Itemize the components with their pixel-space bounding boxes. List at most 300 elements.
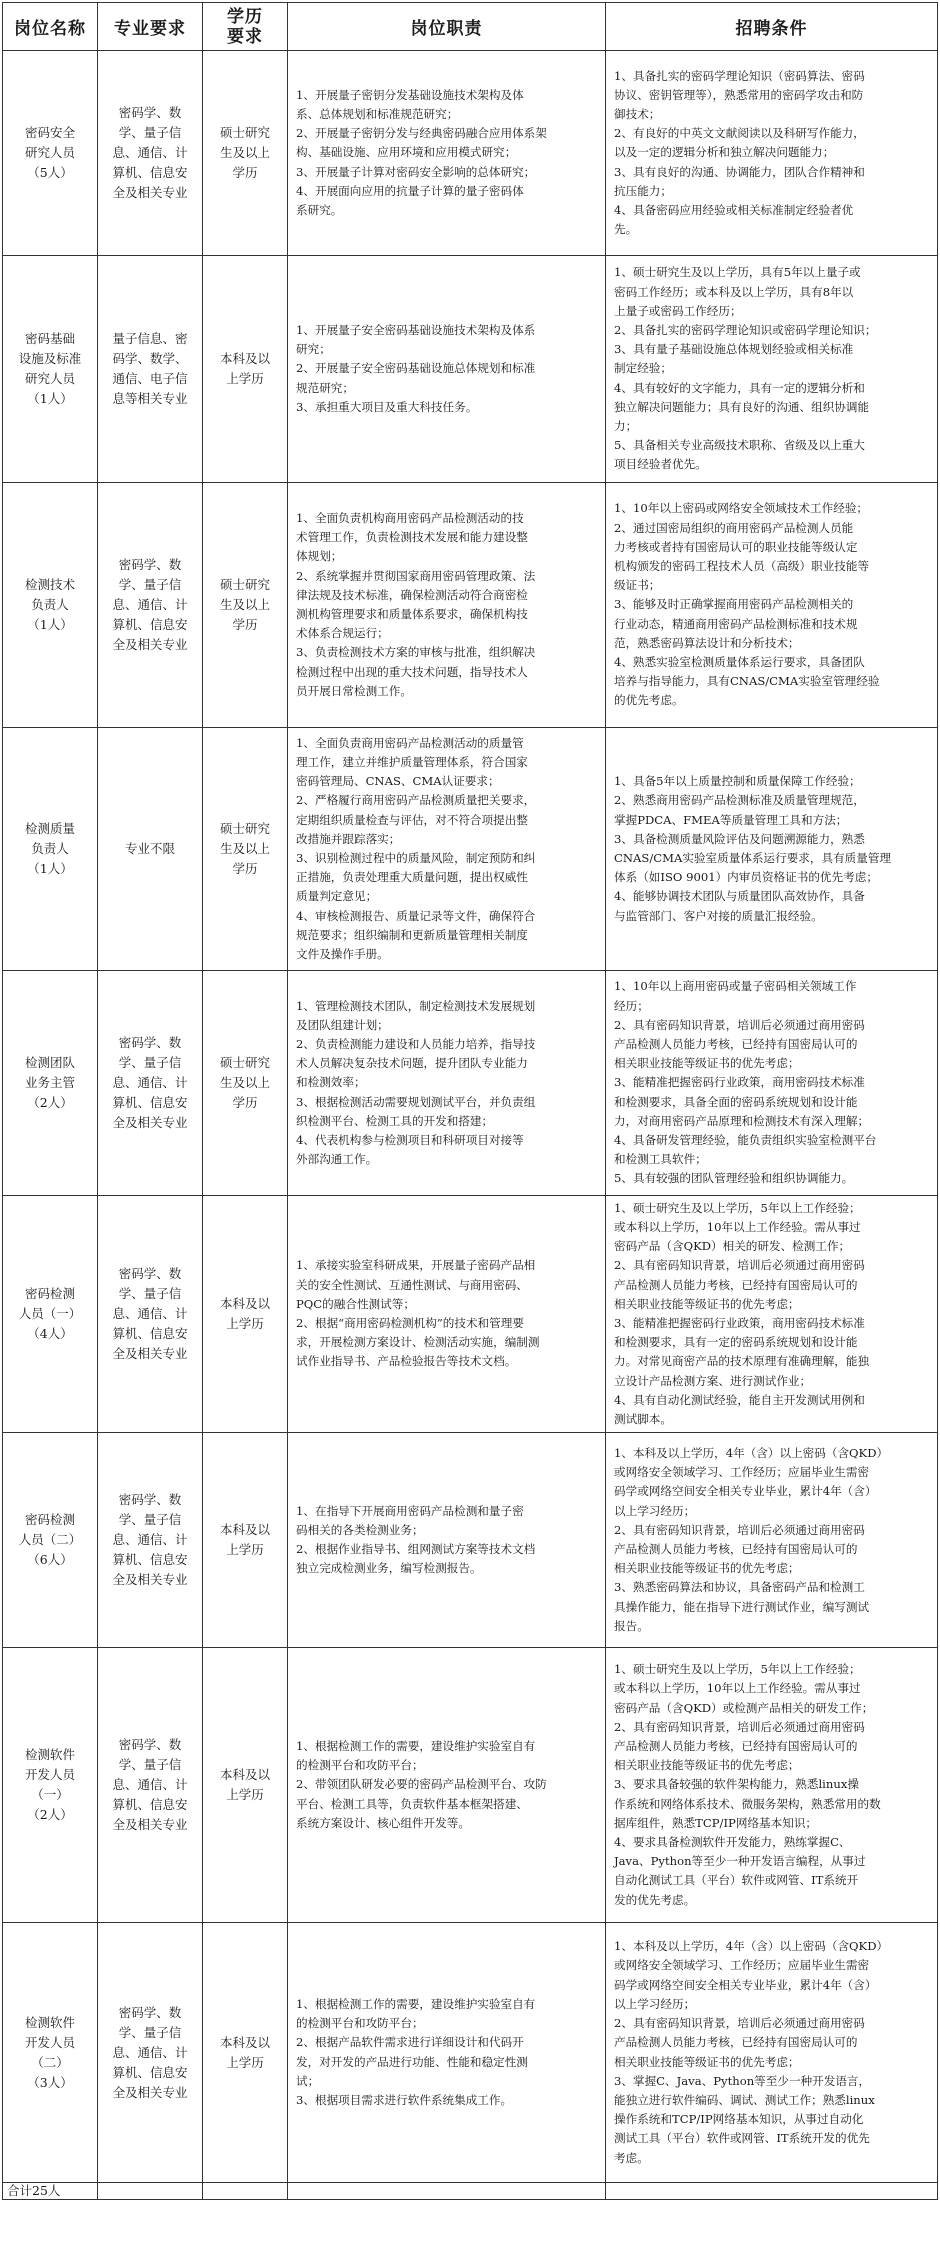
cell-text-line: 算机、信息安 [112, 165, 188, 180]
cell-text-line: 操作系统和TCP/IP网络基本知识，从事过自动化 [614, 2112, 864, 2127]
cell-text-line: 4、要求具备检测软件开发能力，熟练掌握C、 [614, 1835, 851, 1849]
cell-text-line: 能独立进行软件编码、调试、测试工作；熟悉linux [614, 2092, 875, 2107]
cell-text-line: 上学历 [226, 1787, 264, 1802]
cell-text-line: 硕士研究 [219, 821, 270, 836]
cell-text-line: 检测团队 [24, 1055, 75, 1070]
position-name-cell [3, 51, 98, 256]
cell-text-line: PQC的融合性测试等； [296, 1296, 415, 1311]
cell-text-line: 考虑。 [614, 2150, 649, 2165]
cell-text-line: 平台、检测工具等，负责软件基本框架搭建、 [296, 1796, 528, 1811]
cell-text-line: 产品检测人员能力考核，已经持有国密局认可的 [614, 2035, 858, 2050]
cell-text-line: 密码产品（含QKD）或检测产品相关的研发工作； [614, 1700, 874, 1715]
cell-text-line: 3、根据项目需求进行软件系统集成工作。 [296, 2092, 513, 2107]
cell-text-line: 定期组织质量检查与评估，对不符合项提出整 [296, 812, 528, 827]
cell-text-line: 独立解决问题能力；具有良好的沟通、组织协调能 [614, 399, 870, 414]
cell-text-line: 或网络安全领域学习、工作经历；应届毕业生需密 [614, 1958, 870, 1973]
cell-text-line: 产品检测人员能力考核，已经持有国密局认可的 [614, 1036, 858, 1051]
cell-text-line: 规范要求；组织编制和更新质量管理相关制度 [296, 927, 528, 942]
cell-text-line: 生及以上 [219, 145, 270, 160]
requirements-cell [606, 51, 938, 256]
cell-text-line: 息、通信、计 [112, 1777, 188, 1792]
requirements-cell [606, 256, 938, 483]
table-row [3, 1433, 938, 1648]
cell-text-line: 质量判定意见； [296, 889, 378, 904]
cell-text-line: 码学或网络空间安全相关专业毕业，累计4年（含） [614, 1977, 877, 1992]
cell-text-line: 1、全面负责机构商用密码产品检测活动的技 [296, 510, 524, 525]
cell-text-line: 码学或网络空间安全相关专业毕业，累计4年（含） [614, 1484, 877, 1499]
cell-text-line: 试； [296, 2073, 320, 2088]
cell-text-line: 学历 [232, 1095, 258, 1110]
cell-text-line: 业务主管 [24, 1075, 75, 1090]
table-body [3, 51, 938, 2200]
cell-text-line: 律法规及技术标准，确保检测活动符合商密检 [296, 587, 528, 602]
cell-text-line: 及团队组建计划； [296, 1017, 389, 1032]
position-name-cell [3, 1433, 98, 1648]
cell-text-line: 5、具备相关专业高级技术职称、省级及以上重大 [614, 438, 865, 453]
cell-text-line: 以上学习经历； [614, 1996, 696, 2011]
cell-text-line: 2、通过国密局组织的商用密码产品检测人员能 [614, 520, 854, 535]
cell-text-line: 力考核或者持有国密局认可的职业技能等级认定 [614, 539, 858, 554]
table-row [3, 256, 938, 483]
cell-text-line: Java、Python等至少一种开发语言编程，从事过 [614, 1854, 866, 1869]
cell-text-line: 机构颁发的密码工程技术人员（高级）职业技能等 [614, 558, 870, 573]
cell-text-line: 求，开展检测方案设计、检测活动实施，编制测 [296, 1335, 540, 1350]
cell-text-line: 发，对开发的产品进行功能、性能和稳定性测 [296, 2054, 528, 2069]
cell-text-line: 3、具备检测质量风险评估及问题溯源能力，熟悉 [614, 831, 865, 846]
cell-text-line: 学、量子信 [118, 577, 182, 592]
cell-text-line: 学、量子信 [118, 125, 182, 140]
cell-text-line: 密码管理局、CNAS、CMA认证要求； [296, 774, 500, 789]
cell-text-line: 2、具有密码知识背景，培训后必须通过商用密码 [614, 1522, 865, 1537]
cell-text-line: 密码检测 [24, 1286, 75, 1301]
cell-text-line: 2、根据作业指导书、组网测试方案等技术文档 [296, 1542, 536, 1556]
cell-text-line: 相关职业技能等级证书的优先考虑； [614, 1056, 800, 1071]
cell-text-line: 以上学习经历； [614, 1503, 696, 1518]
cell-text-line: 构、基础设施、应用环境和应用模式研究； [296, 145, 517, 160]
cell-text-line: 以及一定的逻辑分析和独立解决问题能力； [614, 145, 835, 160]
cell-text-line: 密码学、数 [118, 557, 182, 572]
cell-text-line: 文件及操作手册。 [296, 947, 389, 962]
cell-text-line: 相关职业技能等级证书的优先考虑； [614, 2054, 800, 2069]
cell-text-line: 4、熟悉实验室检测质量体系运行要求，具备团队 [614, 655, 865, 669]
cell-text-line: 3、能精准把握密码行业政策，商用密码技术标准 [614, 1316, 865, 1330]
cell-text-line: 3、开展量子计算对密码安全影响的总体研究； [296, 164, 536, 179]
cell-text-line: （1人） [27, 617, 73, 632]
total-empty-cell [288, 2183, 606, 2200]
cell-text-line: （2人） [27, 1807, 73, 1822]
cell-text-line: 全及相关专业 [112, 1572, 188, 1587]
cell-text-line: 量子信息、密 [112, 331, 188, 346]
cell-text-line: 系研究。 [296, 203, 343, 217]
cell-text-line: 相关职业技能等级证书的优先考虑； [614, 1561, 800, 1576]
requirements-cell [606, 1196, 938, 1433]
cell-text-line: 和检测效率； [296, 1075, 366, 1090]
position-name-cell [3, 1196, 98, 1433]
cell-text-line: 息、通信、计 [112, 145, 188, 160]
cell-text-line: 3、负责检测技术方案的审核与批准，组织解决 [296, 645, 536, 660]
cell-text-line: 和检测要求，具备全面的密码系统规划和设计能 [614, 1094, 858, 1109]
cell-text-line: 1、10年以上密码或网络安全领域技术工作经验； [614, 501, 869, 516]
cell-text-line: 息等相关专业 [112, 391, 188, 406]
cell-text-line: 范，熟悉密码算法设计和分析技术； [614, 635, 800, 650]
cell-text-line: 与监管部门、客户对接的质量汇报经验。 [614, 908, 823, 923]
education-cell [203, 1196, 288, 1433]
cell-text-line: 学历 [232, 861, 258, 876]
cell-text-line: 1、管理检测技术团队，制定检测技术发展规划 [296, 998, 536, 1013]
cell-text-line: 学、量子信 [118, 1055, 182, 1070]
cell-text-line: 织检测平台、检测工具的开发和搭建； [296, 1113, 494, 1128]
cell-text-line: 的优先考虑。 [614, 693, 684, 708]
cell-text-line: 生及以上 [219, 597, 270, 612]
cell-text-line: 本科及以 [219, 1522, 270, 1537]
cell-text-line: 全及相关专业 [112, 1346, 188, 1361]
cell-text-line: 密码学、数 [118, 105, 182, 120]
cell-text-line: 试作业指导书、产品检验报告等技术文档。 [296, 1354, 517, 1369]
table-row [3, 1196, 938, 1433]
duties-cell [288, 1433, 606, 1648]
cell-text-line: 关的安全性测试、互通性测试、与商用密码、 [296, 1277, 528, 1292]
education-cell [203, 1433, 288, 1648]
cell-text-line: 算机、信息安 [112, 1797, 188, 1812]
cell-text-line: 学历 [232, 165, 258, 180]
cell-text-line: 和检测工具软件； [614, 1152, 707, 1167]
cell-text-line: 2、具有密码知识背景，培训后必须通过商用密码 [614, 1017, 865, 1032]
cell-text-line: 学、量子信 [118, 1757, 182, 1772]
cell-text-line: 测试脚本。 [614, 1412, 672, 1427]
position-name-cell [3, 1923, 98, 2183]
cell-text-line: 2、带领团队研发必要的密码产品检测平台、攻防 [296, 1777, 547, 1792]
cell-text-line: 2、开展量子密钥分发与经典密码融合应用体系架 [296, 126, 547, 141]
education-cell [203, 256, 288, 483]
cell-text-line: 硕士研究 [219, 577, 270, 592]
cell-text-line: 1、硕士研究生及以上学历，5年以上工作经验； [614, 1200, 861, 1215]
cell-text-line: 3、承担重大项目及重大科技任务。 [296, 399, 478, 414]
cell-text-line: （6人） [27, 1552, 73, 1567]
cell-text-line: 全及相关专业 [112, 1115, 188, 1130]
cell-text-line: 硕士研究 [219, 1055, 270, 1070]
cell-text-line: 全及相关专业 [112, 185, 188, 200]
cell-text-line: 算机、信息安 [112, 617, 188, 632]
cell-text-line: 立设计产品检测方案、进行测试作业； [614, 1373, 812, 1388]
cell-text-line: 测试工具（平台）软件或网管、IT系统开发的优先 [614, 2131, 870, 2146]
cell-text-line: 人员（一） [18, 1306, 82, 1321]
cell-text-line: 报告。 [614, 1618, 649, 1633]
total-empty-cell [606, 2183, 938, 2200]
cell-text-line: 开发人员 [24, 2034, 75, 2050]
cell-text-line: 专业不限 [124, 841, 175, 856]
cell-text-line: 2、具备扎实的密码学理论知识或密码学理论知识； [614, 322, 877, 337]
cell-text-line: 员开展日常检测工作。 [296, 683, 412, 698]
header-education-line1: 学历 [227, 6, 263, 27]
cell-text-line: 1、具备扎实的密码学理论知识（密码算法、密码 [614, 68, 865, 83]
major-cell [98, 728, 203, 971]
position-name-cell [3, 1648, 98, 1923]
cell-text-line: 4、能够协调技术团队与质量团队高效协作，具备 [614, 889, 865, 904]
table-row [3, 483, 938, 728]
cell-text-line: 术人员解决复杂技术问题，提升团队专业能力 [296, 1056, 528, 1071]
cell-text-line: （4人） [27, 1326, 73, 1341]
cell-text-line: 1、根据检测工作的需要，建设维护实验室自有 [296, 1996, 536, 2011]
cell-text-line: 设施及标准 [18, 351, 82, 366]
cell-text-line: 作系统和网络体系技术、微服务架构，熟悉常用的数 [614, 1796, 881, 1811]
duties-cell [288, 256, 606, 483]
major-cell [98, 1648, 203, 1923]
duties-cell [288, 51, 606, 256]
cell-text-line: 相关职业技能等级证书的优先考虑； [614, 1296, 800, 1311]
cell-text-line: 1、全面负责商用密码产品检测活动的质量管 [296, 735, 524, 750]
cell-text-line: 本科及以 [219, 1296, 270, 1311]
cell-text-line: 或本科以上学历，10年以上工作经验。需从事过 [614, 1681, 861, 1696]
cell-text-line: 3、能精准把握密码行业政策，商用密码技术标准 [614, 1075, 865, 1090]
requirements-cell [606, 483, 938, 728]
cell-text-line: 1、开展量子安全密码基础设施技术架构及体系 [296, 322, 536, 337]
cell-text-line: （1人） [27, 861, 73, 876]
cell-text-line: （2人） [27, 1095, 73, 1110]
table-header-row [3, 3, 938, 51]
cell-text-line: 1、本科及以上学历，4年（含）以上密码（含QKD） [614, 1939, 889, 1954]
cell-text-line: 研究； [296, 342, 331, 357]
cell-text-line: 1、在指导下开展商用密码产品检测和量子密 [296, 1503, 524, 1518]
position-name-cell [3, 483, 98, 728]
table-row [3, 51, 938, 256]
cell-text-line: 自动化测试工具（平台）软件或网管、IT系统开 [614, 1873, 859, 1888]
cell-text-line: 5、具有较强的团队管理经验和组织协调能力。 [614, 1171, 854, 1186]
cell-text-line: 1、硕士研究生及以上学历，具有5年以上量子或 [614, 265, 861, 280]
cell-text-line: 产品检测人员能力考核，已经持有国密局认可的 [614, 1277, 858, 1292]
cell-text-line: 术管理工作，负责检测技术发展和能力建设整 [296, 530, 528, 545]
cell-text-line: 体系（如ISO 9001）内审员资格证书的优先考虑； [614, 870, 878, 885]
cell-text-line: 密码学、数 [118, 1035, 182, 1050]
cell-text-line: 系、总体规划和标准规范研究； [296, 106, 459, 121]
position-name-cell [3, 728, 98, 971]
cell-text-line: 研究人员 [24, 371, 75, 386]
requirements-cell [606, 1923, 938, 2183]
position-name-cell [3, 256, 98, 483]
cell-text-line: 码学、数学、 [112, 351, 188, 366]
cell-text-line: 检测软件 [24, 2014, 75, 2030]
cell-text-line: 2、具有密码知识背景，培训后必须通过商用密码 [614, 1258, 865, 1273]
cell-text-line: 经历； [614, 998, 649, 1013]
cell-text-line: 学、量子信 [118, 2024, 182, 2040]
cell-text-line: 独立完成检测业务，编写检测报告。 [296, 1561, 482, 1576]
cell-text-line: 4、具备研发管理经验，能负责组织实验室检测平台 [614, 1133, 877, 1147]
cell-text-line: 产品检测人员能力考核，已经持有国密局认可的 [614, 1542, 858, 1556]
cell-text-line: 检测质量 [24, 821, 75, 836]
cell-text-line: 学历 [232, 617, 258, 632]
cell-text-line: 3、要求具备较强的软件架构能力，熟悉linux操 [614, 1777, 859, 1792]
duties-cell [288, 1923, 606, 2183]
major-cell [98, 483, 203, 728]
cell-text-line: （二） [31, 2054, 69, 2070]
cell-text-line: 3、掌握C、Java、Python等至少一种开发语言， [614, 2073, 871, 2088]
cell-text-line: 理工作，建立并维护质量管理体系，符合国家 [296, 754, 528, 769]
cell-text-line: 2、根据“商用密码检测机构”的技术和管理要 [296, 1316, 524, 1330]
cell-text-line: 规范研究； [296, 380, 354, 395]
cell-text-line: 4、审核检测报告、质量记录等文件，确保符合 [296, 908, 536, 923]
cell-text-line: 1、根据检测工作的需要，建设维护实验室自有 [296, 1738, 536, 1753]
cell-text-line: 协议、密钥管理等），熟悉常用的密码学攻击和防 [614, 87, 864, 102]
duties-cell [288, 728, 606, 971]
cell-text-line: （一） [31, 1787, 69, 1802]
cell-text-line: 掌握PDCA、FMEA等质量管理工具和方法； [614, 812, 848, 827]
cell-text-line: 产品检测人员能力考核，已经持有国密局认可的 [614, 1738, 858, 1753]
cell-text-line: 全及相关专业 [112, 1817, 188, 1832]
education-cell [203, 728, 288, 971]
cell-text-line: 或网络安全领域学习、工作经历；应届毕业生需密 [614, 1465, 870, 1480]
cell-text-line: 先。 [614, 222, 638, 237]
cell-text-line: 2、具有密码知识背景，培训后必须通过商用密码 [614, 2016, 865, 2031]
cell-text-line: 上量子或密码工作经历； [614, 303, 742, 318]
cell-text-line: 1、开展量子密钥分发基础设施技术架构及体 [296, 87, 524, 102]
cell-text-line: 据库组件，熟悉TCP/IP网络基本知识； [614, 1815, 818, 1830]
cell-text-line: 密码学、数 [118, 2004, 182, 2020]
table-row [3, 1923, 938, 2183]
cell-text-line: 上学历 [226, 1542, 264, 1557]
cell-text-line: 息、通信、计 [112, 597, 188, 612]
cell-text-line: 密码工作经历；或本科及以上学历，具有8年以 [614, 284, 854, 299]
cell-text-line: 检测过程中出现的重大技术问题，指导技术人 [296, 664, 528, 679]
cell-text-line: 4、具有自动化测试经验，能自主开发测试用例和 [614, 1392, 865, 1407]
cell-text-line: 测机构管理要求和质量体系要求，确保机构技 [296, 607, 528, 621]
cell-text-line: 1、10年以上商用密码或量子密码相关领域工作 [614, 979, 857, 994]
header-education-line2: 要求 [227, 26, 263, 47]
education-cell [203, 1648, 288, 1923]
cell-text-line: 上学历 [226, 371, 264, 386]
cell-text-line: 和检测要求，具有一定的密码系统规划和设计能 [614, 1335, 858, 1350]
cell-text-line: 4、具备密码应用经验或相关标准制定经验者优 [614, 203, 854, 217]
table-row [3, 728, 938, 971]
cell-text-line: 码相关的各类检测业务； [296, 1522, 424, 1537]
cell-text-line: 本科及以 [219, 351, 270, 366]
cell-text-line: 算机、信息安 [112, 1326, 188, 1341]
cell-text-line: 检测技术 [24, 577, 75, 592]
cell-text-line: 算机、信息安 [112, 1552, 188, 1567]
cell-text-line: 培养与指导能力，具有CNAS/CMA实验室管理经验 [614, 674, 880, 689]
cell-text-line: 或本科以上学历，10年以上工作经验。需从事过 [614, 1219, 861, 1234]
cell-text-line: 3、能够及时正确掌握商用密码产品检测相关的 [614, 597, 854, 612]
cell-text-line: 密码基础 [24, 331, 75, 346]
table-row [3, 971, 938, 1196]
cell-text-line: 生及以上 [219, 1075, 270, 1090]
cell-text-line: 密码检测 [24, 1512, 75, 1527]
cell-text-line: 力。对常见商密产品的技术原理有准确理解，能独 [614, 1354, 870, 1369]
cell-text-line: 负责人 [31, 597, 69, 612]
education-cell [203, 51, 288, 256]
education-cell [203, 971, 288, 1196]
cell-text-line: 3、识别检测过程中的质量风险，制定预防和纠 [296, 851, 536, 865]
duties-cell [288, 971, 606, 1196]
cell-text-line: 密码学、数 [118, 1266, 182, 1281]
cell-text-line: 力，对商用密码产品原理和检测技术有深入理解； [614, 1113, 870, 1128]
table-row [3, 1648, 938, 1923]
major-cell [98, 971, 203, 1196]
cell-text-line: 上学历 [226, 1316, 264, 1331]
cell-text-line: 息、通信、计 [112, 1075, 188, 1090]
cell-text-line: 密码产品（含QKD）相关的研发、检测工作； [614, 1239, 851, 1254]
cell-text-line: 密码学、数 [118, 1492, 182, 1507]
cell-text-line: 的检测平台和攻防平台； [296, 1758, 424, 1773]
cell-text-line: 息、通信、计 [112, 1306, 188, 1321]
total-row [3, 2183, 938, 2200]
cell-text-line: 上学历 [226, 2054, 264, 2070]
cell-text-line: 2、具有密码知识背景，培训后必须通过商用密码 [614, 1719, 865, 1734]
duties-cell [288, 1648, 606, 1923]
header-duties: 岗位职责 [288, 3, 606, 51]
cell-text-line: 息、通信、计 [112, 2044, 188, 2060]
cell-text-line: 算机、信息安 [112, 1095, 188, 1110]
cell-text-line: 术体系合规运行； [296, 626, 389, 641]
cell-text-line: 算机、信息安 [112, 2064, 188, 2080]
major-cell [98, 1923, 203, 2183]
header-requirements: 招聘条件 [606, 3, 938, 51]
cell-text-line: 2、根据产品软件需求进行详细设计和代码开 [296, 2035, 524, 2050]
cell-text-line: 御技术； [614, 106, 661, 121]
cell-text-line: 密码安全 [24, 125, 75, 140]
cell-text-line: 的检测平台和攻防平台； [296, 2016, 424, 2031]
cell-text-line: 硕士研究 [219, 125, 270, 140]
cell-text-line: 外部沟通工作。 [296, 1152, 378, 1167]
cell-text-line: 行业动态，精通商用密码产品检测标准和技术规 [614, 616, 858, 631]
cell-text-line: 发的优先考虑。 [614, 1892, 696, 1907]
cell-text-line: （1人） [27, 391, 73, 406]
cell-text-line: 3、具有良好的沟通、协调能力，团队合作精神和 [614, 164, 865, 179]
major-cell [98, 256, 203, 483]
cell-text-line: 制定经验； [614, 361, 672, 376]
cell-text-line: 本科及以 [219, 1767, 270, 1782]
cell-text-line: 人员（二） [18, 1532, 82, 1547]
cell-text-line: 4、代表机构参与检测项目和科研项目对接等 [296, 1133, 524, 1147]
cell-text-line: 2、有良好的中英文文献阅读以及科研写作能力， [614, 126, 865, 141]
cell-text-line: 学、量子信 [118, 1512, 182, 1527]
requirements-cell [606, 1648, 938, 1923]
cell-text-line: 检测软件 [24, 1747, 75, 1762]
cell-text-line: 全及相关专业 [112, 637, 188, 652]
major-cell [98, 1196, 203, 1433]
cell-text-line: 改措施并跟踪落实； [296, 831, 401, 846]
cell-text-line: 2、熟悉商用密码产品检测标准及质量管理规范， [614, 793, 865, 808]
cell-text-line: 3、根据检测活动需要规划测试平台，并负责组 [296, 1094, 536, 1109]
requirements-cell [606, 1433, 938, 1648]
header-major: 专业要求 [98, 3, 203, 51]
cell-text-line: 研究人员 [24, 145, 75, 160]
education-cell [203, 483, 288, 728]
cell-text-line: 1、硕士研究生及以上学历，5年以上工作经验； [614, 1662, 861, 1677]
education-cell [203, 1923, 288, 2183]
requirements-cell [606, 971, 938, 1196]
cell-text-line: 体规划； [296, 549, 343, 564]
major-cell [98, 51, 203, 256]
cell-text-line: CNAS/CMA实验室质量体系运行要求，具有质量管理 [614, 851, 892, 865]
cell-text-line: 开发人员 [24, 1767, 75, 1782]
cell-text-line: 力； [614, 419, 638, 433]
position-name-cell [3, 971, 98, 1196]
cell-text-line: 系统方案设计、核心组件开发等。 [296, 1815, 470, 1830]
total-label: 合计25人 [3, 2183, 98, 2200]
cell-text-line: 级证书； [614, 578, 661, 593]
cell-text-line: 抗压能力； [614, 183, 672, 198]
cell-text-line: 全及相关专业 [112, 2084, 188, 2100]
cell-text-line: 1、具备5年以上质量控制和质量保障工作经验； [614, 774, 861, 789]
header-position-name: 岗位名称 [3, 3, 98, 51]
major-cell [98, 1433, 203, 1648]
cell-text-line: 1、本科及以上学历，4年（含）以上密码（含QKD） [614, 1445, 889, 1460]
cell-text-line: 正措施，负责处理重大质量问题，提出权威性 [296, 870, 528, 885]
recruitment-table [2, 2, 938, 2200]
cell-text-line: 3、具有量子基础设施总体规划经验或相关标准 [614, 342, 854, 357]
cell-text-line: 通信、电子信 [112, 371, 188, 386]
cell-text-line: 2、开展量子安全密码基础设施总体规划和标准 [296, 361, 536, 376]
total-empty-cell [203, 2183, 288, 2200]
